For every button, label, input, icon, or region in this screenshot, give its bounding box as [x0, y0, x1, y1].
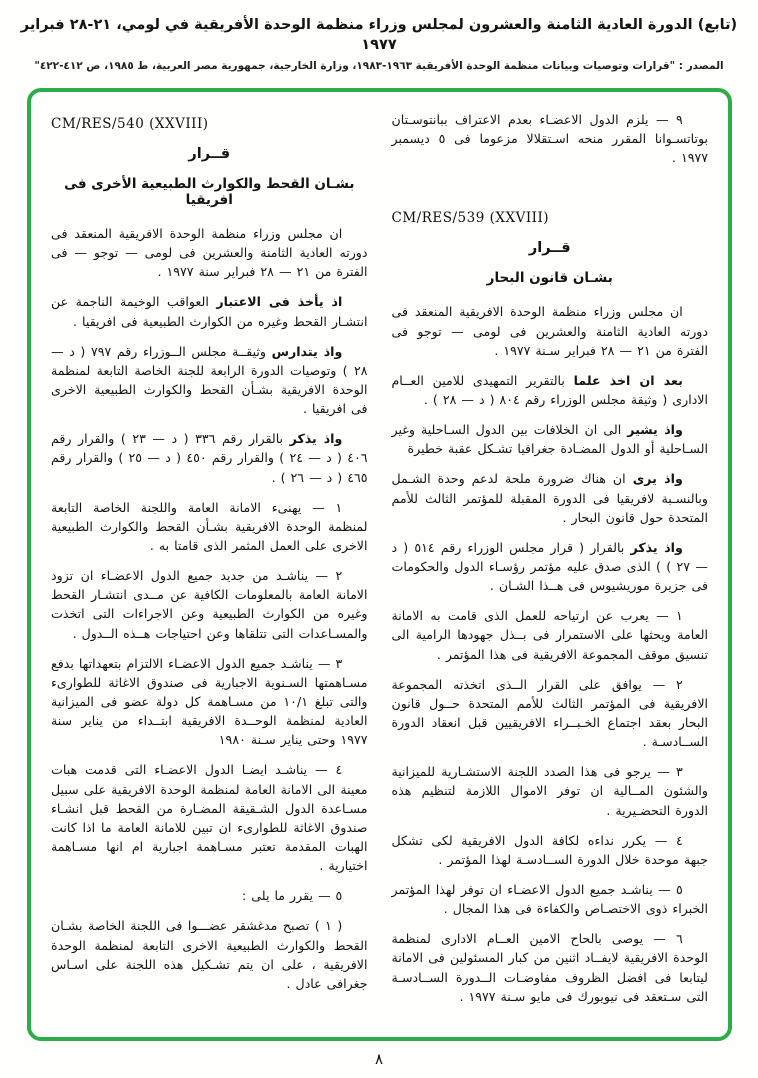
source-citation: المصدر : "قرارات وتوصيات وبيانات منظمة الوحدة الأفريقية ١٩٦٣-١٩٨٣، وزارة الخارجية، جمهورية مصر العربية، ط ١٩٨٥، ص ٤١٢-٤٢٢"	[34, 60, 724, 73]
paragraph-lead: بعد ان اخذ علما	[573, 372, 683, 388]
paragraph-text: ٥ — يناشـد جميع الدول الاعضـاء ان توفر لهذا المؤتمر الخبراء ذوى الاختصـاص والكفاءة فى هذا المجال .	[391, 881, 708, 917]
paragraph-text: ٢ — يوافق على القرار الــذى اتخذته المجموعة الافريقية فى المؤتمر الثالث للأمم المتحدة حــول قانون البحار بعقد اجتماع الخـبــراء الافريقيين قبل انعقاد الدورة الســادسـة .	[391, 676, 708, 750]
paragraph-text: ( ١ ) تصبح مدغشقر عضـــوا فى اللجنة الخاصة بشـان القحط والكوارث الطبيعية الاخرى التابعة لمنظمة الوحدة الافريقية ، على ان يتم تشـكيل هذه اللجنة على اسـاس جغرافى عادل .	[51, 918, 368, 991]
resolution-code-539: CM/RES/539 (XXVIII)	[391, 210, 550, 227]
paragraph	[392, 762, 709, 819]
green-frame	[27, 88, 732, 1041]
paragraph	[51, 916, 368, 993]
paragraph	[392, 538, 709, 595]
left-column	[51, 110, 368, 1025]
paragraph	[392, 420, 709, 458]
paragraph-lead: واذ يذكر	[289, 431, 343, 447]
paragraph-lead: واذ يرى	[632, 471, 683, 487]
two-column-layout	[51, 110, 708, 1025]
paragraph-text: بالقرار رقم ٣٣٦ ( د — ٢٣ ) والقرار رقم ٤٠٦ ( د — ٢٤ ) والقرار رقم ٤٥٠ ( د — ٢٥ ) والقرار رقم ٤٦٥ ( د — ٢٦ ) .	[51, 431, 368, 485]
session-title: (تابع) الدورة العادية الثامنة والعشرون لمجلس وزراء منظمة الوحدة الأفريقية في لومي، ٢١-٢٨ فبراير ١٩٧٧	[20, 17, 738, 53]
paragraph	[392, 880, 709, 918]
paragraph-text: العواقب الوخيمة الناجمة عن انتشـار القحط وغيره من الكوارث الطبيعية فى افريقيا .	[51, 294, 368, 329]
paragraph-text: وثيقــة مجلس الــوزراء رقم ٧٩٧ ( د — ٢٨ ) وتوصيات الدورة الرابعة للجنة الخاصة التابعة لمنظمة الوحدة الافريقية بشـأن القحط والكوارث الطبيعية الاخرى فى افريقيا .	[51, 343, 368, 417]
paragraph	[51, 654, 368, 750]
paragraph	[392, 110, 709, 167]
page-header	[0, 0, 758, 78]
right-column	[392, 110, 709, 1025]
paragraph-text: ٤ — يكرر نداءه لكافة الدول الافريقية لكى تشكل جبهة موحدة خلال الدورة الســادسـة لهذا المؤتمر .	[391, 832, 708, 867]
paragraph-text: ان هناك ضرورة ملحة لدعم وحدة الشـمل وبالنسـبة لافريقيا فى الدورة المقبلة للمؤتمر الثالث للأمم المتحدة حول قانون البحار .	[391, 471, 708, 525]
paragraph-text: ٣ — يرجو فى هذا الصدد اللجنة الاستشـارية للميزانية والشئون المــالية ان توفر الاموال اللازمة لتنظيم هذه الدورة التحضـيرية .	[391, 764, 708, 818]
paragraph-lead: اذ يأخذ فى الاعتبار	[216, 294, 343, 310]
paragraph-text: ٩ — يلزم الدول الاعضـاء بعدم الاعتراف ببانتوسـتان بوتاتسـوانا المقرر منحه اسـتقلالا مزعوما فى ٥ ديسمبر ١٩٧٧ .	[391, 112, 708, 166]
paragraph-text: الى ان الخلافات بين الدول السـاحلية وغير السـاحلية أو الدول المضـادة جغرافيا تشـكل عقبة خطيرة	[391, 422, 708, 457]
paragraph-lead: واذ يتدارس	[271, 343, 343, 359]
paragraph-lead: واذ يشير	[627, 422, 683, 438]
paragraph-text: بالقرار ( قرار مجلس الوزراء رقم ٥١٤ ( د — ٢٧ ) ) الذى صدق عليه مؤتمر رؤسـاء الدول والحكومات فى جزيرة موريشيوس فى هــذا الشـان .	[391, 539, 708, 594]
resolution-subject: بشـان القحط والكوارث الطبيعية الأخرى فى افريقيا	[64, 176, 355, 208]
paragraph-text: ١ — يهنىء الامانة العامة واللجنة الخاصة التابعة لمنظمة الوحدة الافريقية بشـأن القحط والكوارث الطبيعية الاخرى على العمل المثمر الذى قامتا به .	[51, 499, 368, 553]
paragraph	[51, 224, 368, 281]
paragraph-text: ان مجلس وزراء منظمة الوحدة الافريقية المنعقد فى دورته العادية الثامنة والعشرين فى لومى — توجو — فى الفترة من ٢١ — ٢٨ فبراير سنة ١٩٧٧ .	[51, 226, 368, 280]
paragraph	[51, 429, 368, 486]
paragraph	[51, 498, 368, 555]
paragraph	[392, 929, 709, 1006]
paragraph	[392, 831, 709, 869]
paragraph	[392, 371, 709, 409]
paragraph-text: ٢ — يناشـد من جديد جميع الدول الاعضـاء ان تزود الامانة العامة بالمعلومات الكافية عن مــدى انتشـار القحط وغيره من الكوارث الطبيعية وعن الاجراءات التى اتخذت والمسـاعدات التى تتلقاها وعن احتياجات هــذه الــدول .	[51, 568, 368, 641]
paragraph	[392, 302, 709, 359]
page-number: ٨	[374, 1050, 384, 1068]
paragraph-text: ٦ — يوصى بالحاح الامين العــام الادارى لمنظمة الوحدة الافريقية لايفــاد اثنين من كبار المسئولين فى الامانة ليتابعا فى افضل الظروف مفاوضـات الــدورة الســادسـة التى سـتعقد فى نيويورك فى مايو سـنة ١٩٧٧ .	[391, 931, 708, 1004]
paragraph	[51, 342, 368, 419]
paragraph-text: ٣ — يناشـد جميع الدول الاعضـاء الالتزام بتعهداتها بدفع مسـاهمتها السـنوية الاجبارية فى صندوق الاغاثة للطوارىء والتى تبلغ ١٠/١ من مسـاهمة كل دولة عضو فى الميزانية العادية لمنظمة الوحــدة الافريقية ابتــداء من يناير سنة ١٩٧٧ وحتى يناير سـنة ١٩٨٠	[51, 655, 368, 748]
paragraph	[392, 675, 709, 752]
spacer	[392, 178, 709, 204]
paragraph	[51, 760, 368, 875]
paragraph-text: ٥ — يقرر ما يلى :	[242, 888, 343, 904]
paragraph-text: بالتقرير التمهيدى للامين العــام الادارى ( وثيقة مجلس الوزراء رقم ٨٠٤ ( د — ٢٨ ) .	[391, 372, 708, 407]
paragraph	[51, 566, 368, 643]
paragraph-lead: واذ يذكر	[630, 539, 683, 555]
resolution-heading: قــرار	[528, 240, 571, 257]
paragraph-text: ٤ — يناشـد ايضـا الدول الاعضـاء التى قدمت هبات معينة الى الامانة العامة لمنظمة الوحدة الافريقية على سبيل مسـاعدة الدول الشـقيقة المضـارة من القحط قبل انشـاء صندوق الاغاثة للطوارىء ان تبين للامانة العامة ما اذا كانت الهبات المقدمة تعتبر مسـاهمة اجبارية ام انها مسـاهمة اختيارية .	[51, 762, 368, 874]
paragraph	[392, 606, 709, 663]
paragraph	[51, 886, 368, 905]
resolution-subject: بشـان قانون البحار	[486, 270, 613, 287]
paragraph	[51, 292, 368, 330]
paragraph	[392, 469, 709, 526]
paragraph-text: ١ — يعرب عن ارتياحه للعمل الذى قامت به الامانة العامة ويحثها على الاستمرار فى بــذل جهودها الرامية الى تنسيق موقف المجموعة الافريقية فى هذا المؤتمر .	[391, 608, 708, 662]
resolution-code-540: CM/RES/540 (XXVIII)	[51, 116, 209, 132]
resolution-heading: قــرار	[188, 146, 231, 162]
paragraph-text: ان مجلس وزراء منظمة الوحدة الافريقية المنعقد فى دورته العادية الثامنة والعشرين فى لومى — توجو فى الفترة من ٢١ — ٢٨ فبراير سـنة ١٩٧٧ .	[391, 304, 708, 358]
